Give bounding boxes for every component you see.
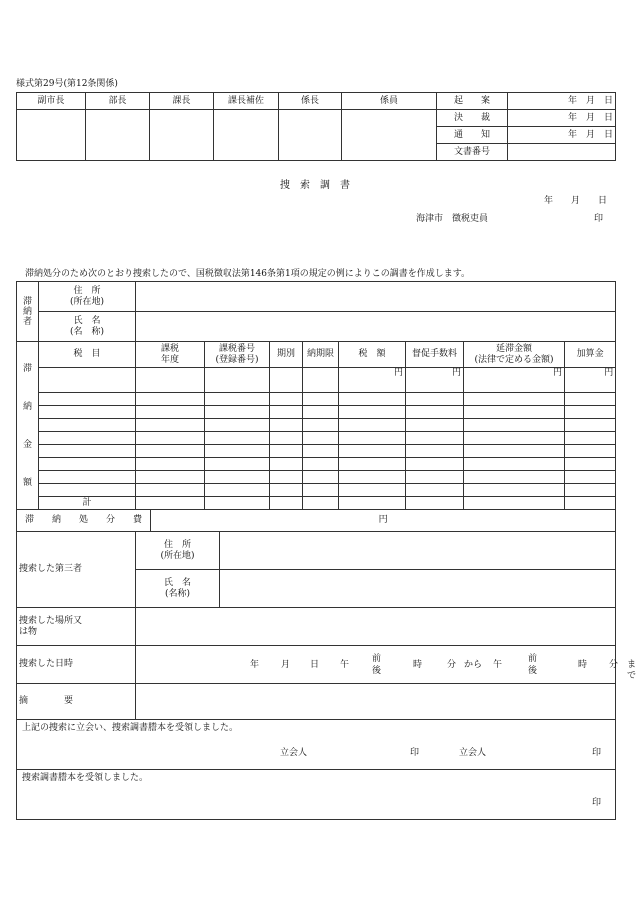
- document-number-field[interactable]: [508, 144, 616, 161]
- col-header: 督促手数料: [406, 342, 464, 368]
- amount-cell[interactable]: [339, 406, 406, 419]
- amount-cell[interactable]: [303, 393, 339, 406]
- amount-cell[interactable]: [270, 419, 303, 432]
- amount-cell[interactable]: [565, 393, 616, 406]
- approval-table: [16, 92, 616, 161]
- delinquent-name-label: 氏 名 (名 称): [39, 312, 136, 342]
- issuer-seal: 印: [594, 214, 604, 224]
- amount-cell[interactable]: [39, 406, 136, 419]
- amount-cell[interactable]: [565, 484, 616, 497]
- amount-cell[interactable]: [39, 393, 136, 406]
- ampm-prefix: 午: [340, 659, 350, 670]
- total-cell[interactable]: [270, 497, 303, 510]
- delinquent-address-label: 住 所 (所在地): [39, 282, 136, 312]
- col-header: 課税 年度: [136, 342, 205, 368]
- step-label: 決 裁: [437, 110, 508, 127]
- amount-cell[interactable]: [303, 484, 339, 497]
- place-field[interactable]: [136, 608, 616, 646]
- disposal-cost-field[interactable]: [151, 510, 616, 532]
- witness-seal[interactable]: 印: [410, 748, 420, 758]
- step-date[interactable]: 年 月 日: [508, 127, 616, 144]
- stamp-cell[interactable]: [86, 110, 150, 161]
- col-header: 課税番号 (登録番号): [205, 342, 270, 368]
- total-cell[interactable]: [464, 497, 565, 510]
- col-header: 加算金: [565, 342, 616, 368]
- ampm-choice[interactable]: 前 後: [372, 653, 382, 676]
- amount-cell[interactable]: [39, 368, 136, 393]
- amount-cell[interactable]: [339, 419, 406, 432]
- side-char: 納: [22, 401, 32, 412]
- amount-cell[interactable]: [406, 445, 464, 458]
- place-label: 捜索した場所又 は物: [17, 608, 136, 646]
- amount-cell[interactable]: [406, 484, 464, 497]
- from-label: から: [464, 659, 483, 670]
- witness-seal[interactable]: 印: [592, 748, 602, 758]
- total-cell[interactable]: [339, 497, 406, 510]
- amount-cell[interactable]: [270, 471, 303, 484]
- amount-cell[interactable]: [339, 484, 406, 497]
- amount-cell[interactable]: [464, 432, 565, 445]
- witness-text: 上記の捜索に立会い、捜索調書謄本を受領しました。: [22, 723, 239, 733]
- amount-cell[interactable]: [205, 419, 270, 432]
- amount-cell[interactable]: [39, 458, 136, 471]
- amount-cell[interactable]: [339, 471, 406, 484]
- disposal-cost-unit: 円: [378, 515, 388, 525]
- amount-cell[interactable]: [303, 406, 339, 419]
- amount-cell[interactable]: [270, 458, 303, 471]
- amount-cell[interactable]: [270, 393, 303, 406]
- yen-unit: 円: [464, 368, 565, 393]
- delinquent-label-text: 滞納者: [23, 296, 33, 327]
- stamp-cell[interactable]: [150, 110, 214, 161]
- amount-cell[interactable]: [303, 432, 339, 445]
- amount-cell[interactable]: [39, 484, 136, 497]
- datetime-field[interactable]: [136, 646, 636, 684]
- third-party-name-field[interactable]: [220, 570, 616, 608]
- yen-unit: 円: [406, 368, 464, 393]
- minute-unit: 分: [447, 659, 457, 670]
- amount-cell[interactable]: [270, 432, 303, 445]
- amount-cell[interactable]: [565, 406, 616, 419]
- day-unit: 日: [310, 659, 320, 670]
- delinquent-label: [17, 282, 39, 342]
- amount-cell[interactable]: [39, 445, 136, 458]
- intro-text: 滞納処分のため次のとおり捜索したので、国税徴収法第146条第1項の規定の例によりこの調書を作成します。: [25, 269, 471, 279]
- amount-cell[interactable]: [270, 368, 303, 393]
- delinquent-address-field[interactable]: [136, 282, 616, 312]
- minute-unit: 分: [609, 659, 619, 670]
- stamp-cell[interactable]: [342, 110, 437, 161]
- third-party-label: 捜索した第三者: [17, 532, 136, 608]
- amount-cell[interactable]: [205, 471, 270, 484]
- col-header: 税 目: [39, 342, 136, 368]
- stamp-cell[interactable]: [279, 110, 342, 161]
- ampm-choice[interactable]: 前 後: [528, 653, 538, 676]
- step-date[interactable]: 年 月 日: [508, 110, 616, 127]
- third-party-address-field[interactable]: [220, 532, 616, 570]
- remarks-label: 摘 要: [17, 684, 136, 720]
- receipt-sign-row: [22, 784, 610, 814]
- form-label: 様式第29号(第12条関係): [16, 79, 118, 89]
- amount-cell[interactable]: [406, 393, 464, 406]
- amount-side-label: [17, 342, 39, 510]
- datetime-label: 捜索した日時: [17, 646, 136, 684]
- amount-cell[interactable]: [303, 419, 339, 432]
- to-label: まで: [627, 659, 636, 681]
- amount-cell[interactable]: [406, 406, 464, 419]
- month-unit: 月: [281, 659, 291, 670]
- delinquent-name-field[interactable]: [136, 312, 616, 342]
- receipt-seal[interactable]: 印: [592, 798, 602, 808]
- amount-cell[interactable]: [205, 484, 270, 497]
- amount-cell[interactable]: [565, 445, 616, 458]
- amount-cell[interactable]: [339, 432, 406, 445]
- third-party-address-label: 住 所 (所在地): [136, 532, 220, 570]
- stamp-cell[interactable]: [17, 110, 86, 161]
- side-char: 滞: [22, 363, 32, 374]
- amount-cell[interactable]: [565, 419, 616, 432]
- hour-unit: 時: [413, 659, 423, 670]
- amount-cell[interactable]: [303, 471, 339, 484]
- amount-cell[interactable]: [205, 393, 270, 406]
- document-title: 捜 索 調 書: [280, 180, 350, 191]
- remarks-field[interactable]: [136, 684, 616, 720]
- role-header: 課長補佐: [214, 93, 279, 110]
- amount-cell[interactable]: [136, 406, 205, 419]
- yen-unit: 円: [565, 368, 616, 393]
- role-header: 課長: [150, 93, 214, 110]
- issuer: 海津市 徴税吏員: [416, 214, 489, 224]
- ampm-prefix: 午: [493, 659, 503, 670]
- amount-cell[interactable]: [464, 458, 565, 471]
- amount-cell[interactable]: [39, 471, 136, 484]
- total-cell[interactable]: [136, 497, 205, 510]
- step-label: 文書番号: [437, 144, 508, 161]
- datetime-row: [138, 650, 636, 681]
- amount-cell[interactable]: [270, 445, 303, 458]
- hour-unit: 時: [578, 659, 588, 670]
- role-header: 係員: [342, 93, 437, 110]
- col-header: 納期限: [303, 342, 339, 368]
- amount-cell[interactable]: [339, 445, 406, 458]
- amount-cell[interactable]: [464, 471, 565, 484]
- amount-cell[interactable]: [270, 406, 303, 419]
- amount-cell[interactable]: [39, 419, 136, 432]
- total-cell[interactable]: [565, 497, 616, 510]
- amount-cell[interactable]: [136, 445, 205, 458]
- amount-cell[interactable]: [136, 393, 205, 406]
- col-header: 税 額: [339, 342, 406, 368]
- step-label: 起 案: [437, 93, 508, 110]
- amount-cell[interactable]: [339, 393, 406, 406]
- witness-label: 立会人: [280, 748, 308, 758]
- amount-cell[interactable]: [565, 432, 616, 445]
- amount-cell[interactable]: [205, 406, 270, 419]
- total-cell[interactable]: [205, 497, 270, 510]
- amount-cell[interactable]: [136, 432, 205, 445]
- step-label: 通 知: [437, 127, 508, 144]
- stamp-cell[interactable]: [214, 110, 279, 161]
- col-header: 延滞金額 (法律で定める金額): [464, 342, 565, 368]
- amount-cell[interactable]: [205, 432, 270, 445]
- receipt-block: [17, 770, 616, 820]
- amount-cell[interactable]: [270, 484, 303, 497]
- amount-cell[interactable]: [136, 471, 205, 484]
- amount-cell[interactable]: [464, 393, 565, 406]
- third-party-name-label: 氏 名 (名称): [136, 570, 220, 608]
- amount-cell[interactable]: [464, 406, 565, 419]
- yen-unit: 円: [339, 368, 406, 393]
- amount-cell[interactable]: [565, 458, 616, 471]
- witness-label: 立会人: [459, 748, 487, 758]
- amount-cell[interactable]: [406, 471, 464, 484]
- witness-sign-row: [22, 734, 610, 760]
- amount-cell[interactable]: [205, 445, 270, 458]
- col-header: 期別: [270, 342, 303, 368]
- amount-cell[interactable]: [464, 419, 565, 432]
- amount-cell[interactable]: [464, 484, 565, 497]
- main-table: [16, 281, 636, 820]
- role-header: 部長: [86, 93, 150, 110]
- step-date[interactable]: 年 月 日: [508, 93, 616, 110]
- side-char: 額: [22, 477, 32, 488]
- disposal-cost-label: 滞 納 処 分 費: [17, 510, 151, 532]
- role-header: 副市長: [17, 93, 86, 110]
- witness-block: [17, 720, 616, 770]
- date-line: 年 月 日: [544, 196, 608, 206]
- amount-cell[interactable]: [136, 368, 205, 393]
- total-cell[interactable]: [406, 497, 464, 510]
- amount-cell[interactable]: [136, 458, 205, 471]
- amount-cell[interactable]: [136, 419, 205, 432]
- amount-cell[interactable]: [464, 445, 565, 458]
- year-unit: 年: [250, 659, 260, 670]
- total-cell[interactable]: [303, 497, 339, 510]
- receipt-text: 捜索調書謄本を受領しました。: [22, 773, 149, 783]
- amount-cell[interactable]: [303, 445, 339, 458]
- amount-cell[interactable]: [205, 368, 270, 393]
- total-label: 計: [39, 497, 136, 510]
- amount-cell[interactable]: [136, 484, 205, 497]
- amount-cell[interactable]: [406, 458, 464, 471]
- amount-cell[interactable]: [39, 432, 136, 445]
- amount-cell[interactable]: [565, 471, 616, 484]
- side-char: 金: [22, 439, 32, 450]
- role-header: 係長: [279, 93, 342, 110]
- amount-cell[interactable]: [339, 458, 406, 471]
- amount-cell[interactable]: [406, 419, 464, 432]
- amount-cell[interactable]: [303, 458, 339, 471]
- amount-cell[interactable]: [303, 368, 339, 393]
- amount-cell[interactable]: [205, 458, 270, 471]
- amount-cell[interactable]: [406, 432, 464, 445]
